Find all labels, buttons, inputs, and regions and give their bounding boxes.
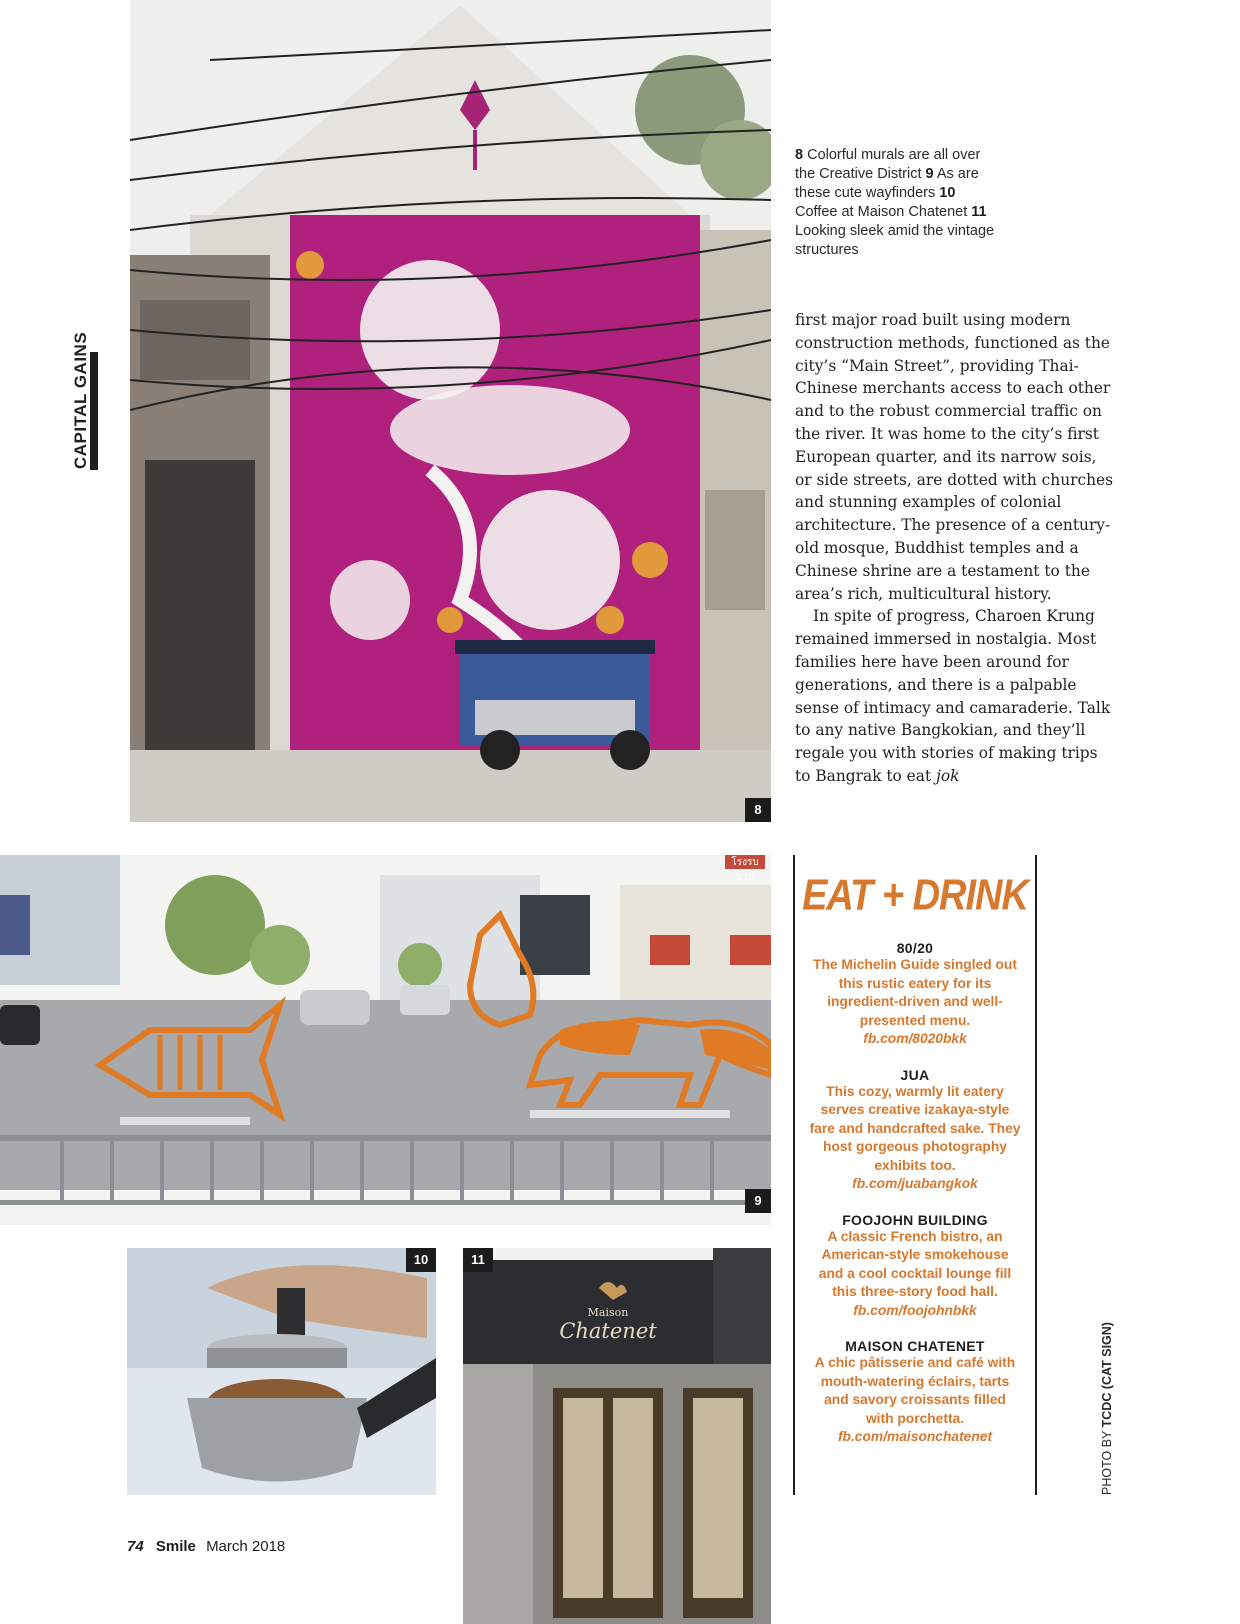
caption-9: 9 As are these cute wayfinders bbox=[795, 166, 979, 201]
section-tag bbox=[52, 331, 102, 470]
body-paragraph-2: In spite of progress, Charoen Krung remained immersed in nostalgia. Most families here have been around for generations, and there is a palpable sense of intimacy and camaraderie. Talk to any native Bangkokian, and they’ll regale you with stories of making trips to Bangrak to eat jok bbox=[795, 607, 1111, 785]
magazine-name: Smile bbox=[155, 1538, 196, 1555]
venue-maison-chatenet bbox=[795, 1338, 1035, 1447]
venue-desc: A classic French bistro, an American-style smokehouse and a cool cocktail lounge fill this three-story food hall. bbox=[818, 1228, 1012, 1299]
photo-8-mural bbox=[130, 0, 771, 822]
coffee-image bbox=[127, 1248, 436, 1495]
caption-8: 8 Colorful murals are all over the Creative District bbox=[795, 147, 981, 182]
venue-url[interactable]: fb.com/juabangkok bbox=[852, 1176, 978, 1191]
venue-foojohn-building bbox=[795, 1212, 1035, 1321]
section-tag-label: CAPITAL GAINS bbox=[71, 331, 90, 469]
photo-11-storefront bbox=[463, 1248, 771, 1624]
venue-name: FOOJOHN BUILDING bbox=[842, 1211, 988, 1228]
venue-jua bbox=[795, 1067, 1035, 1194]
sign-large-text: Chatenet bbox=[559, 1319, 657, 1343]
page-folio bbox=[127, 1538, 285, 1555]
credit-value: TCDC (CAT SIGN) bbox=[1100, 1322, 1114, 1428]
body-paragraph-1: first major road built using modern construction methods, functioned as the city’s “Main Street”, providing Thai-Chinese merchants access to each other and to the robust commercial traffic on the river. It was home to the city’s first European quarter, and its narrow sois, or side streets, are dotted with churches and stunning examples of colonial architecture. The presence of a century-old mosque, Buddhist temples and a Chinese shrine are a testament to the area’s rich, multicultural history. bbox=[795, 311, 1114, 603]
venue-desc: A chic pâtisserie and café with mouth-watering éclairs, tarts and savory croissants filled with porchetta. bbox=[814, 1355, 1016, 1426]
photo-captions bbox=[795, 146, 995, 260]
issue-date: March 2018 bbox=[206, 1538, 286, 1555]
venue-url[interactable]: fb.com/8020bkk bbox=[863, 1031, 967, 1046]
eat-drink-panel bbox=[793, 855, 1037, 1495]
caption-11: 11 Looking sleek amid the vintage structures bbox=[795, 204, 995, 258]
venue-name: JUA bbox=[900, 1066, 930, 1083]
venue-name: 80/20 bbox=[896, 940, 934, 956]
credit-label: PHOTO BY bbox=[1100, 1430, 1114, 1495]
photo-10-coffee bbox=[127, 1248, 436, 1495]
photo-9-wayfinder bbox=[0, 855, 771, 1225]
photo-11-number: 11 bbox=[463, 1248, 493, 1272]
photo-8-number: 8 bbox=[745, 798, 771, 822]
photo-credit bbox=[1100, 1195, 1114, 1495]
venue-desc: This cozy, warmly lit eatery serves creative izakaya-style fare and handcrafted sake. They host gorgeous photography exhibits too. bbox=[809, 1083, 1021, 1173]
article-body bbox=[795, 309, 1115, 788]
section-tag-bar bbox=[90, 352, 98, 470]
eat-drink-heading: EAT + DRINK bbox=[802, 871, 1028, 921]
page-number: 74 bbox=[127, 1538, 144, 1555]
venue-url[interactable]: fb.com/foojohnbkk bbox=[853, 1302, 977, 1318]
storefront-sign bbox=[543, 1306, 673, 1343]
photo-9-number: 9 bbox=[745, 1189, 771, 1213]
storefront-image bbox=[463, 1248, 771, 1624]
wayfinder-image bbox=[0, 855, 771, 1225]
sign-small-text: Maison bbox=[587, 1306, 629, 1319]
caption-10: 10 Coffee at Maison Chatenet bbox=[795, 185, 968, 220]
venue-url[interactable]: fb.com/maisonchatenet bbox=[837, 1429, 993, 1444]
thai-sign: โรงรบอาป bbox=[725, 855, 765, 869]
mural-image bbox=[130, 0, 771, 822]
photo-10-number: 10 bbox=[406, 1248, 436, 1272]
venue-name: MAISON CHATENET bbox=[845, 1338, 985, 1354]
venue-80-20 bbox=[795, 940, 1035, 1049]
venue-desc: The Michelin Guide singled out this rustic eatery for its ingredient-driven and well-presented menu. bbox=[813, 957, 1017, 1028]
